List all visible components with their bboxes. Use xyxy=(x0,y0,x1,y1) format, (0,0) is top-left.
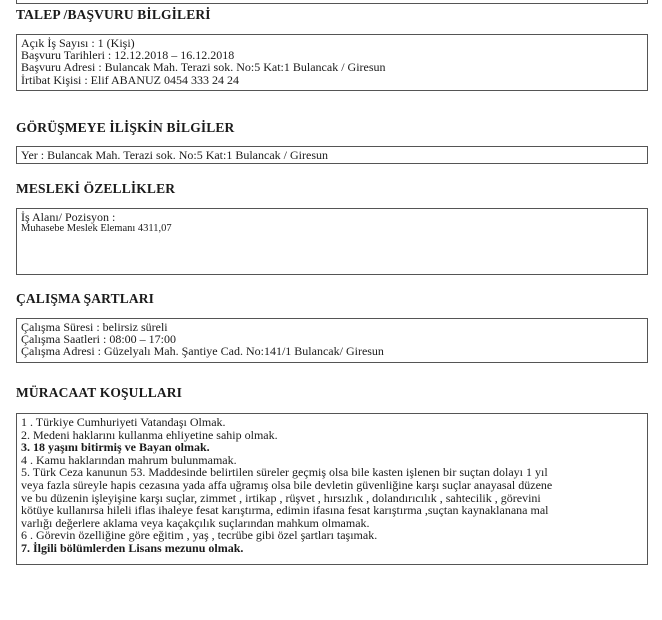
condition-item: kötüye kullanırsa hileli iflas ihaleye fesat karıştırma, edimin ifasına fesat karıştırma ,suçtan kaynaklanana mal xyxy=(21,503,549,518)
condition-item-bold: 7. İlgili bölümlerden Lisans mezunu olmak. xyxy=(21,540,244,555)
job-position-value: Muhasebe Meslek Elemanı 4311,07 xyxy=(21,223,172,235)
interview-location-line: Yer : Bulancak Mah. Terazi sok. No:5 Kat:1 Bulancak / Giresun xyxy=(21,148,328,162)
condition-item: ve bu düzenin işleyişine karşı suçlar, zimmet , irtikap , rüşvet , hırsızlık , dolandırıcılık , sahtecilik , görevini xyxy=(21,490,541,505)
open-positions-line: Açık İş Sayısı : 1 (Kişi) xyxy=(21,36,135,50)
working-address-line: Çalışma Adresi : Güzelyalı Mah. Şantiye Cad. No:141/1 Bulancak/ Giresun xyxy=(21,344,384,359)
application-dates-line: Başvuru Tarihleri : 12.12.2018 – 16.12.2018 xyxy=(21,48,235,63)
working-conditions-box xyxy=(16,318,648,363)
talep-info-box xyxy=(16,34,648,91)
previous-section-box xyxy=(16,0,648,4)
heading-gorusme: GÖRÜŞMEYE İLİŞKİN BİLGİLER xyxy=(16,120,235,135)
condition-item-bold: 3. 18 yaşını bitirmiş ve Bayan olmak. xyxy=(21,440,210,455)
condition-item: 1 . Türkiye Cumhuriyeti Vatandaşı Olmak. xyxy=(21,415,226,429)
contact-person-line: İrtibat Kişisi : Elif ABANUZ 0454 333 24 24 xyxy=(21,72,239,87)
working-duration-line: Çalışma Süresi : belirsiz süreli xyxy=(21,320,168,334)
condition-item: 2. Medeni haklarını kullanma ehliyetine sahip olmak. xyxy=(21,427,278,442)
condition-item: 6 . Görevin özelliğine göre eğitim , yaş , tecrübe gibi özel şartları taşımak. xyxy=(21,528,378,543)
heading-calisma-sartlari: ÇALIŞMA ŞARTLARI xyxy=(16,291,155,306)
application-conditions-box xyxy=(16,413,648,565)
condition-item: varlığı değerlere aklama veya kaçakçılık suçlarından mahkum olmamak. xyxy=(21,515,370,530)
application-address-line: Başvuru Adresi : Bulancak Mah. Terazi sok. No:5 Kat:1 Bulancak / Giresun xyxy=(21,60,386,75)
heading-muracaat-kosullari: MÜRACAAT KOŞULLARI xyxy=(16,385,183,400)
job-field-label: İş Alanı/ Pozisyon : xyxy=(21,210,116,224)
working-hours-line: Çalışma Saatleri : 08:00 – 17:00 xyxy=(21,332,176,347)
heading-talep-basvuru: TALEP /BAŞVURU BİLGİLERİ xyxy=(16,7,211,22)
interview-box xyxy=(16,146,648,164)
heading-mesleki-ozellikler: MESLEKİ ÖZELLİKLER xyxy=(16,181,176,196)
condition-item: veya fazla süreyle hapis cezasına yada affa uğramış olsa bile devletin güvenliğine karşı suçlar anayasal düzene xyxy=(21,477,553,492)
condition-item: 5. Türk Ceza kanunun 53. Maddesinde belirtilen süreler geçmiş olsa bile kasten işlenen bir suçtan dolayı 1 yıl xyxy=(21,465,548,480)
occupation-box xyxy=(16,208,648,275)
condition-item: 4 . Kamu haklarından mahrum bulunmamak. xyxy=(21,452,237,467)
